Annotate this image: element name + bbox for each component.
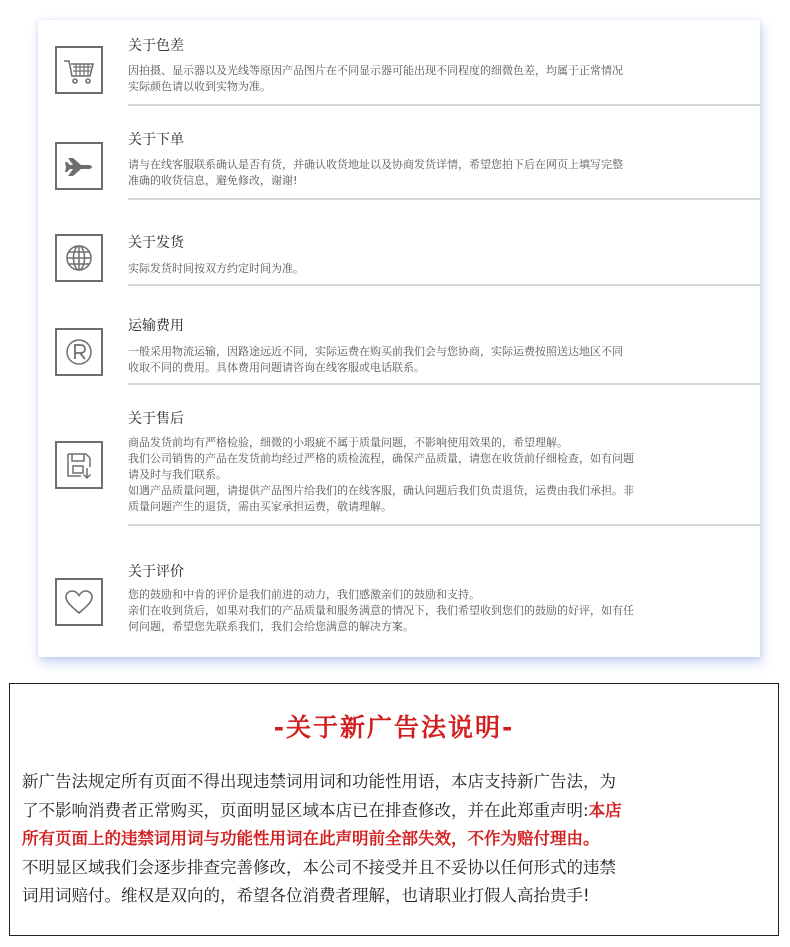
section-description: 您的鼓励和中肯的评价是我们前进的动力，我们感激亲们的鼓励和支持。 亲们在收到货后，如果对我们的产品质量和服务满意的情况下，我们希望收到您们的鼓励的好评，如有任 何问题，希望您先联系我们，我们会给您满意的解决方案。 (128, 588, 634, 633)
section-title: 关于发货 (128, 235, 184, 251)
save-download-icon (55, 441, 103, 489)
info-card (38, 20, 760, 657)
section-description: 实际发货时间按双方约定时间为准。 (128, 262, 304, 275)
section-divider (128, 524, 760, 526)
section-divider (128, 383, 760, 385)
notice-line-highlight: 所有页面上的违禁词用词与功能性用词在此声明前全部失效，不作为赔付理由。 (22, 829, 600, 848)
notice-body (22, 768, 770, 911)
airplane-icon (55, 142, 103, 190)
notice-line: 不明显区域我们会逐步排查完善修改，本公司不接受并且不妥协以任何形式的违禁 (22, 857, 616, 877)
section-divider (128, 284, 760, 286)
notice-title: -关于新广告法说明- (273, 713, 515, 742)
section-title: 关于下单 (128, 132, 184, 148)
section-divider (128, 198, 760, 200)
section-description: 一般采用物流运输，因路途远近不同，实际运费在购买前我们会与您协商，实际运费按照送达地区不同 收取不同的费用。具体费用问题请咨询在线客服或电话联系。 (128, 345, 623, 374)
notice-line: 了不影响消费者正常购买，页面明显区域本店已在排查修改，并在此郑重声明:本店 (22, 800, 622, 820)
registered-r-icon (55, 328, 103, 376)
advertising-law-notice (9, 683, 779, 936)
section-description: 商品发货前均有严格检验，细微的小瑕疵不属于质量问题，不影响使用效果的，希望理解。 我们公司销售的产品在发货前均经过严格的质检流程，确保产品质量，请您在收货前仔细检查，如有问题 请及时与我们联系。 如遇产品质量问题，请提供产品图片给我们的在线客服，确认问题后我们负责退货，运费由我们承担。非 质量问题产生的退货，需由买家承担运费，敬请理解。 (128, 436, 634, 513)
section-title: 关于评价 (128, 564, 184, 580)
heart-icon (55, 578, 103, 626)
section-title: 关于售后 (128, 411, 184, 427)
section-title: 运输费用 (128, 318, 184, 334)
section-description: 因拍摄、显示器以及光线等原因产品图片在不同显示器可能出现不同程度的细微色差，均属于正常情况 实际颜色请以收到实物为准。 (128, 64, 623, 93)
section-title: 关于色差 (128, 38, 184, 54)
section-description: 请与在线客服联系确认是否有货，并确认收货地址以及协商发货详情，希望您拍下后在网页上填写完整 准确的收货信息，避免修改，谢谢! (128, 158, 623, 187)
section-divider (128, 104, 760, 106)
notice-line: 新广告法规定所有页面不得出现违禁词用词和功能性用语，本店支持新广告法，为 (22, 772, 616, 791)
shopping-cart-icon (55, 46, 103, 94)
notice-line: 词用词赔付。维权是双向的，希望各位消费者理解，也请职业打假人高抬贵手! (22, 886, 590, 905)
globe-icon (55, 234, 103, 282)
